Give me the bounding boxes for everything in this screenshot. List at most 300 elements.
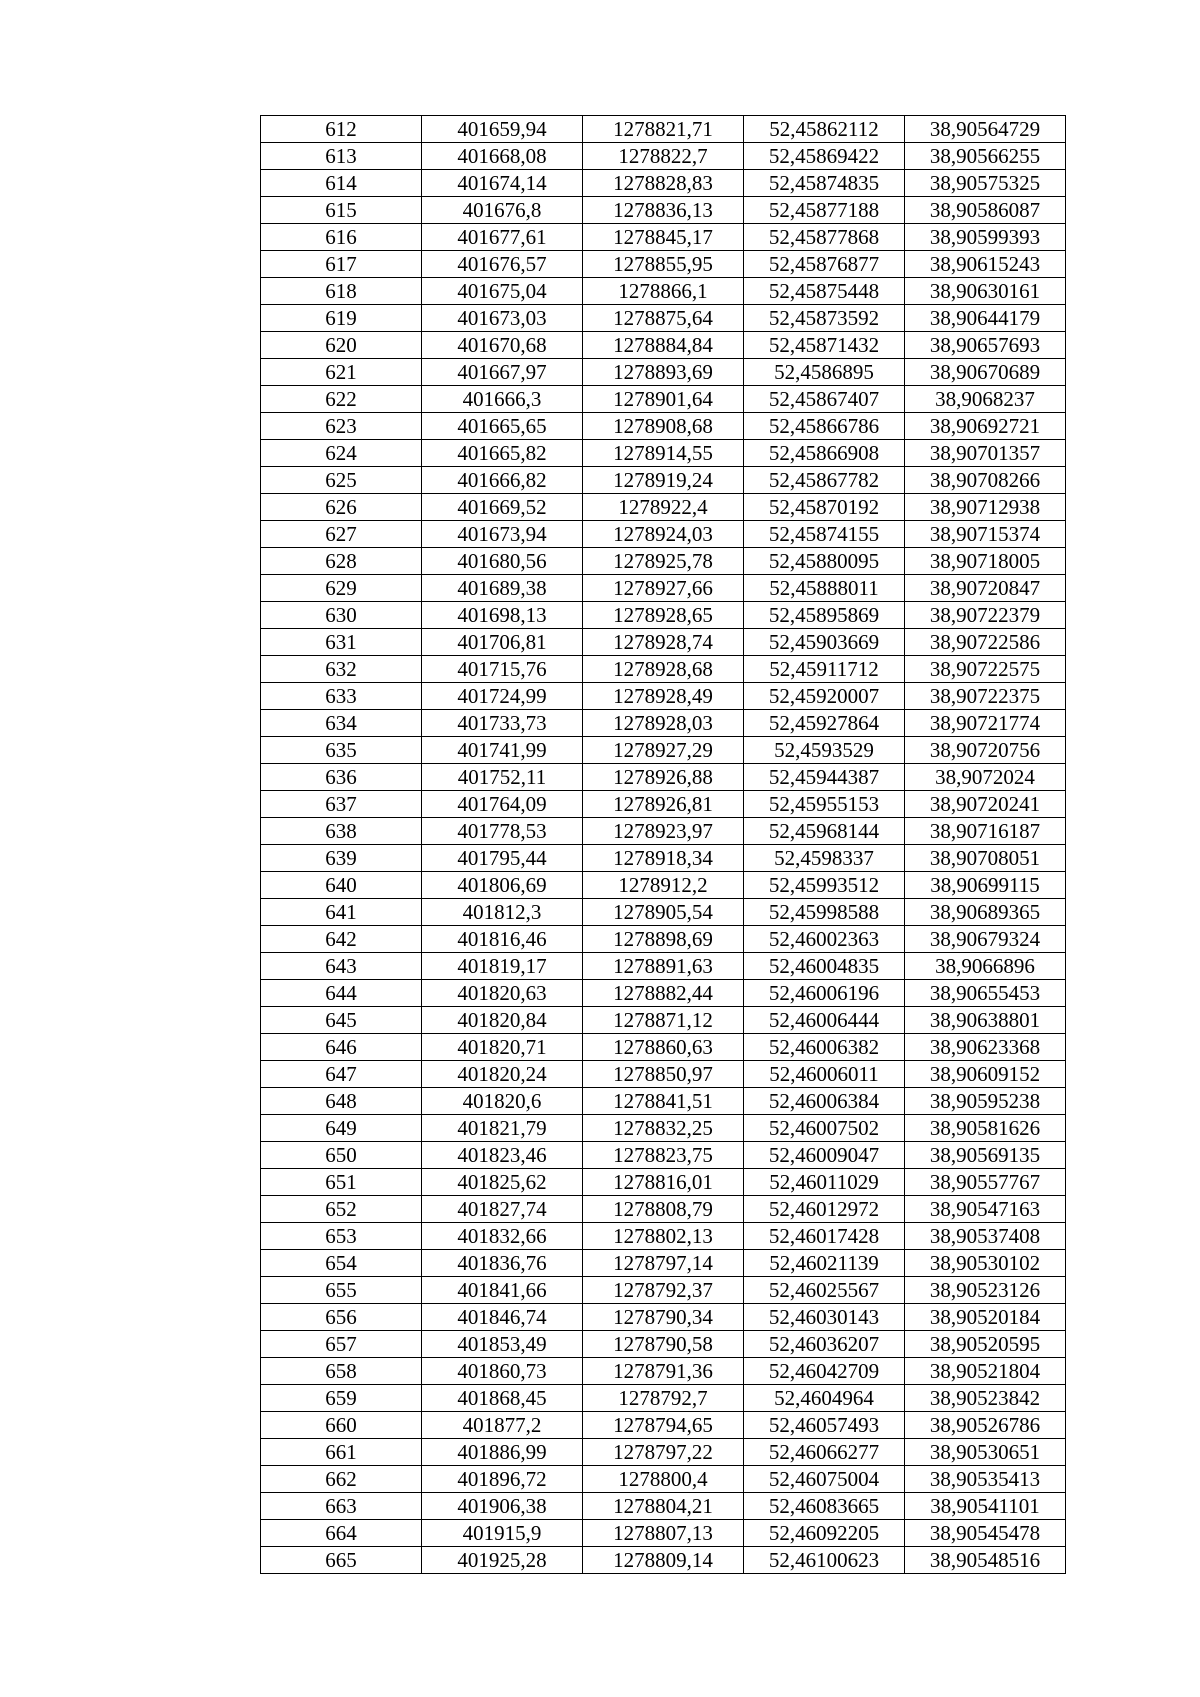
- y-coordinate-cell: 1278790,34: [583, 1304, 744, 1331]
- x-coordinate-cell: 401667,97: [422, 359, 583, 386]
- longitude-cell: 38,90722379: [905, 602, 1066, 629]
- table-row: [261, 1007, 1066, 1034]
- table-row: [261, 494, 1066, 521]
- point-number-cell: 649: [261, 1115, 422, 1142]
- y-coordinate-cell: 1278802,13: [583, 1223, 744, 1250]
- table-row: [261, 1466, 1066, 1493]
- longitude-cell: 38,90609152: [905, 1061, 1066, 1088]
- table-row: [261, 224, 1066, 251]
- longitude-cell: 38,90692721: [905, 413, 1066, 440]
- x-coordinate-cell: 401689,38: [422, 575, 583, 602]
- table-row: [261, 1439, 1066, 1466]
- latitude-cell: 52,45877868: [744, 224, 905, 251]
- latitude-cell: 52,46021139: [744, 1250, 905, 1277]
- latitude-cell: 52,45920007: [744, 683, 905, 710]
- point-number-cell: 650: [261, 1142, 422, 1169]
- y-coordinate-cell: 1278891,63: [583, 953, 744, 980]
- table-row: [261, 1061, 1066, 1088]
- point-number-cell: 654: [261, 1250, 422, 1277]
- point-number-cell: 627: [261, 521, 422, 548]
- coordinates-table-body: [261, 116, 1066, 1574]
- table-row: [261, 1169, 1066, 1196]
- longitude-cell: 38,9068237: [905, 386, 1066, 413]
- longitude-cell: 38,90657693: [905, 332, 1066, 359]
- longitude-cell: 38,90708266: [905, 467, 1066, 494]
- x-coordinate-cell: 401896,72: [422, 1466, 583, 1493]
- table-row: [261, 1304, 1066, 1331]
- longitude-cell: 38,90545478: [905, 1520, 1066, 1547]
- x-coordinate-cell: 401825,62: [422, 1169, 583, 1196]
- x-coordinate-cell: 401820,63: [422, 980, 583, 1007]
- y-coordinate-cell: 1278924,03: [583, 521, 744, 548]
- point-number-cell: 655: [261, 1277, 422, 1304]
- x-coordinate-cell: 401668,08: [422, 143, 583, 170]
- y-coordinate-cell: 1278871,12: [583, 1007, 744, 1034]
- longitude-cell: 38,90699115: [905, 872, 1066, 899]
- latitude-cell: 52,46057493: [744, 1412, 905, 1439]
- point-number-cell: 625: [261, 467, 422, 494]
- y-coordinate-cell: 1278792,37: [583, 1277, 744, 1304]
- latitude-cell: 52,45875448: [744, 278, 905, 305]
- latitude-cell: 52,46036207: [744, 1331, 905, 1358]
- latitude-cell: 52,45955153: [744, 791, 905, 818]
- point-number-cell: 631: [261, 629, 422, 656]
- table-row: [261, 1277, 1066, 1304]
- longitude-cell: 38,90722575: [905, 656, 1066, 683]
- x-coordinate-cell: 401853,49: [422, 1331, 583, 1358]
- longitude-cell: 38,90566255: [905, 143, 1066, 170]
- longitude-cell: 38,90720756: [905, 737, 1066, 764]
- table-row: [261, 899, 1066, 926]
- table-row: [261, 872, 1066, 899]
- point-number-cell: 640: [261, 872, 422, 899]
- y-coordinate-cell: 1278882,44: [583, 980, 744, 1007]
- point-number-cell: 614: [261, 170, 422, 197]
- point-number-cell: 634: [261, 710, 422, 737]
- table-row: [261, 143, 1066, 170]
- x-coordinate-cell: 401820,24: [422, 1061, 583, 1088]
- latitude-cell: 52,45869422: [744, 143, 905, 170]
- point-number-cell: 636: [261, 764, 422, 791]
- y-coordinate-cell: 1278866,1: [583, 278, 744, 305]
- latitude-cell: 52,45867782: [744, 467, 905, 494]
- longitude-cell: 38,90564729: [905, 116, 1066, 143]
- longitude-cell: 38,90644179: [905, 305, 1066, 332]
- longitude-cell: 38,90722586: [905, 629, 1066, 656]
- point-number-cell: 646: [261, 1034, 422, 1061]
- longitude-cell: 38,90670689: [905, 359, 1066, 386]
- latitude-cell: 52,46012972: [744, 1196, 905, 1223]
- x-coordinate-cell: 401820,84: [422, 1007, 583, 1034]
- y-coordinate-cell: 1278821,71: [583, 116, 744, 143]
- point-number-cell: 642: [261, 926, 422, 953]
- point-number-cell: 622: [261, 386, 422, 413]
- x-coordinate-cell: 401677,61: [422, 224, 583, 251]
- y-coordinate-cell: 1278875,64: [583, 305, 744, 332]
- x-coordinate-cell: 401724,99: [422, 683, 583, 710]
- point-number-cell: 652: [261, 1196, 422, 1223]
- y-coordinate-cell: 1278926,88: [583, 764, 744, 791]
- x-coordinate-cell: 401860,73: [422, 1358, 583, 1385]
- x-coordinate-cell: 401666,82: [422, 467, 583, 494]
- longitude-cell: 38,90523126: [905, 1277, 1066, 1304]
- point-number-cell: 665: [261, 1547, 422, 1574]
- x-coordinate-cell: 401906,38: [422, 1493, 583, 1520]
- x-coordinate-cell: 401846,74: [422, 1304, 583, 1331]
- point-number-cell: 639: [261, 845, 422, 872]
- y-coordinate-cell: 1278928,74: [583, 629, 744, 656]
- y-coordinate-cell: 1278928,03: [583, 710, 744, 737]
- table-row: [261, 1493, 1066, 1520]
- longitude-cell: 38,90655453: [905, 980, 1066, 1007]
- longitude-cell: 38,9066896: [905, 953, 1066, 980]
- y-coordinate-cell: 1278845,17: [583, 224, 744, 251]
- point-number-cell: 637: [261, 791, 422, 818]
- longitude-cell: 38,90557767: [905, 1169, 1066, 1196]
- table-row: [261, 1196, 1066, 1223]
- x-coordinate-cell: 401915,9: [422, 1520, 583, 1547]
- x-coordinate-cell: 401676,57: [422, 251, 583, 278]
- point-number-cell: 657: [261, 1331, 422, 1358]
- longitude-cell: 38,90586087: [905, 197, 1066, 224]
- table-row: [261, 386, 1066, 413]
- y-coordinate-cell: 1278905,54: [583, 899, 744, 926]
- table-row: [261, 845, 1066, 872]
- longitude-cell: 38,90599393: [905, 224, 1066, 251]
- table-row: [261, 575, 1066, 602]
- x-coordinate-cell: 401698,13: [422, 602, 583, 629]
- latitude-cell: 52,46006384: [744, 1088, 905, 1115]
- point-number-cell: 615: [261, 197, 422, 224]
- x-coordinate-cell: 401823,46: [422, 1142, 583, 1169]
- point-number-cell: 644: [261, 980, 422, 1007]
- table-row: [261, 197, 1066, 224]
- longitude-cell: 38,90520595: [905, 1331, 1066, 1358]
- longitude-cell: 38,90595238: [905, 1088, 1066, 1115]
- point-number-cell: 635: [261, 737, 422, 764]
- table-row: [261, 926, 1066, 953]
- point-number-cell: 662: [261, 1466, 422, 1493]
- y-coordinate-cell: 1278923,97: [583, 818, 744, 845]
- y-coordinate-cell: 1278928,65: [583, 602, 744, 629]
- y-coordinate-cell: 1278790,58: [583, 1331, 744, 1358]
- point-number-cell: 629: [261, 575, 422, 602]
- latitude-cell: 52,45866786: [744, 413, 905, 440]
- latitude-cell: 52,46066277: [744, 1439, 905, 1466]
- point-number-cell: 643: [261, 953, 422, 980]
- longitude-cell: 38,90541101: [905, 1493, 1066, 1520]
- point-number-cell: 619: [261, 305, 422, 332]
- latitude-cell: 52,45895869: [744, 602, 905, 629]
- point-number-cell: 664: [261, 1520, 422, 1547]
- x-coordinate-cell: 401820,71: [422, 1034, 583, 1061]
- point-number-cell: 623: [261, 413, 422, 440]
- longitude-cell: 38,90718005: [905, 548, 1066, 575]
- table-row: [261, 980, 1066, 1007]
- y-coordinate-cell: 1278832,25: [583, 1115, 744, 1142]
- point-number-cell: 658: [261, 1358, 422, 1385]
- longitude-cell: 38,90712938: [905, 494, 1066, 521]
- x-coordinate-cell: 401877,2: [422, 1412, 583, 1439]
- latitude-cell: 52,45998588: [744, 899, 905, 926]
- point-number-cell: 638: [261, 818, 422, 845]
- table-row: [261, 602, 1066, 629]
- longitude-cell: 38,90520184: [905, 1304, 1066, 1331]
- y-coordinate-cell: 1278927,29: [583, 737, 744, 764]
- latitude-cell: 52,4604964: [744, 1385, 905, 1412]
- longitude-cell: 38,90720847: [905, 575, 1066, 602]
- latitude-cell: 52,46100623: [744, 1547, 905, 1574]
- latitude-cell: 52,46017428: [744, 1223, 905, 1250]
- point-number-cell: 653: [261, 1223, 422, 1250]
- latitude-cell: 52,46002363: [744, 926, 905, 953]
- y-coordinate-cell: 1278797,14: [583, 1250, 744, 1277]
- latitude-cell: 52,4586895: [744, 359, 905, 386]
- table-row: [261, 467, 1066, 494]
- longitude-cell: 38,90701357: [905, 440, 1066, 467]
- x-coordinate-cell: 401673,94: [422, 521, 583, 548]
- y-coordinate-cell: 1278860,63: [583, 1034, 744, 1061]
- longitude-cell: 38,90623368: [905, 1034, 1066, 1061]
- longitude-cell: 38,90715374: [905, 521, 1066, 548]
- latitude-cell: 52,45911712: [744, 656, 905, 683]
- y-coordinate-cell: 1278809,14: [583, 1547, 744, 1574]
- x-coordinate-cell: 401832,66: [422, 1223, 583, 1250]
- x-coordinate-cell: 401812,3: [422, 899, 583, 926]
- y-coordinate-cell: 1278926,81: [583, 791, 744, 818]
- y-coordinate-cell: 1278792,7: [583, 1385, 744, 1412]
- table-row: [261, 791, 1066, 818]
- table-row: [261, 1250, 1066, 1277]
- y-coordinate-cell: 1278841,51: [583, 1088, 744, 1115]
- y-coordinate-cell: 1278836,13: [583, 197, 744, 224]
- x-coordinate-cell: 401665,82: [422, 440, 583, 467]
- x-coordinate-cell: 401806,69: [422, 872, 583, 899]
- y-coordinate-cell: 1278807,13: [583, 1520, 744, 1547]
- point-number-cell: 621: [261, 359, 422, 386]
- point-number-cell: 630: [261, 602, 422, 629]
- table-row: [261, 332, 1066, 359]
- table-row: [261, 764, 1066, 791]
- x-coordinate-cell: 401659,94: [422, 116, 583, 143]
- point-number-cell: 616: [261, 224, 422, 251]
- longitude-cell: 38,90535413: [905, 1466, 1066, 1493]
- longitude-cell: 38,90547163: [905, 1196, 1066, 1223]
- longitude-cell: 38,90530651: [905, 1439, 1066, 1466]
- latitude-cell: 52,46004835: [744, 953, 905, 980]
- table-row: [261, 305, 1066, 332]
- latitude-cell: 52,46006011: [744, 1061, 905, 1088]
- x-coordinate-cell: 401680,56: [422, 548, 583, 575]
- table-row: [261, 1358, 1066, 1385]
- table-row: [261, 1385, 1066, 1412]
- x-coordinate-cell: 401741,99: [422, 737, 583, 764]
- table-row: [261, 818, 1066, 845]
- x-coordinate-cell: 401819,17: [422, 953, 583, 980]
- longitude-cell: 38,90720241: [905, 791, 1066, 818]
- point-number-cell: 633: [261, 683, 422, 710]
- y-coordinate-cell: 1278816,01: [583, 1169, 744, 1196]
- point-number-cell: 613: [261, 143, 422, 170]
- table-row: [261, 1115, 1066, 1142]
- x-coordinate-cell: 401925,28: [422, 1547, 583, 1574]
- latitude-cell: 52,46009047: [744, 1142, 905, 1169]
- y-coordinate-cell: 1278914,55: [583, 440, 744, 467]
- latitude-cell: 52,45873592: [744, 305, 905, 332]
- table-row: [261, 710, 1066, 737]
- y-coordinate-cell: 1278822,7: [583, 143, 744, 170]
- latitude-cell: 52,4593529: [744, 737, 905, 764]
- point-number-cell: 617: [261, 251, 422, 278]
- longitude-cell: 38,90689365: [905, 899, 1066, 926]
- longitude-cell: 38,90615243: [905, 251, 1066, 278]
- y-coordinate-cell: 1278919,24: [583, 467, 744, 494]
- x-coordinate-cell: 401816,46: [422, 926, 583, 953]
- table-row: [261, 278, 1066, 305]
- y-coordinate-cell: 1278804,21: [583, 1493, 744, 1520]
- point-number-cell: 659: [261, 1385, 422, 1412]
- table-row: [261, 953, 1066, 980]
- latitude-cell: 52,45874155: [744, 521, 905, 548]
- latitude-cell: 52,46006444: [744, 1007, 905, 1034]
- x-coordinate-cell: 401778,53: [422, 818, 583, 845]
- table-row: [261, 1223, 1066, 1250]
- latitude-cell: 52,46006382: [744, 1034, 905, 1061]
- latitude-cell: 52,45993512: [744, 872, 905, 899]
- longitude-cell: 38,90526786: [905, 1412, 1066, 1439]
- table-row: [261, 116, 1066, 143]
- longitude-cell: 38,90716187: [905, 818, 1066, 845]
- x-coordinate-cell: 401752,11: [422, 764, 583, 791]
- table-row: [261, 440, 1066, 467]
- longitude-cell: 38,90630161: [905, 278, 1066, 305]
- y-coordinate-cell: 1278901,64: [583, 386, 744, 413]
- point-number-cell: 612: [261, 116, 422, 143]
- x-coordinate-cell: 401868,45: [422, 1385, 583, 1412]
- latitude-cell: 52,46025567: [744, 1277, 905, 1304]
- table-row: [261, 1331, 1066, 1358]
- table-row: [261, 683, 1066, 710]
- point-number-cell: 645: [261, 1007, 422, 1034]
- x-coordinate-cell: 401715,76: [422, 656, 583, 683]
- table-row: [261, 1520, 1066, 1547]
- y-coordinate-cell: 1278828,83: [583, 170, 744, 197]
- longitude-cell: 38,90537408: [905, 1223, 1066, 1250]
- latitude-cell: 52,45968144: [744, 818, 905, 845]
- table-row: [261, 656, 1066, 683]
- y-coordinate-cell: 1278800,4: [583, 1466, 744, 1493]
- x-coordinate-cell: 401733,73: [422, 710, 583, 737]
- point-number-cell: 624: [261, 440, 422, 467]
- x-coordinate-cell: 401674,14: [422, 170, 583, 197]
- longitude-cell: 38,90575325: [905, 170, 1066, 197]
- latitude-cell: 52,45862112: [744, 116, 905, 143]
- table-row: [261, 170, 1066, 197]
- x-coordinate-cell: 401821,79: [422, 1115, 583, 1142]
- longitude-cell: 38,9072024: [905, 764, 1066, 791]
- y-coordinate-cell: 1278893,69: [583, 359, 744, 386]
- point-number-cell: 626: [261, 494, 422, 521]
- latitude-cell: 52,46083665: [744, 1493, 905, 1520]
- x-coordinate-cell: 401665,65: [422, 413, 583, 440]
- x-coordinate-cell: 401673,03: [422, 305, 583, 332]
- x-coordinate-cell: 401820,6: [422, 1088, 583, 1115]
- x-coordinate-cell: 401886,99: [422, 1439, 583, 1466]
- point-number-cell: 656: [261, 1304, 422, 1331]
- latitude-cell: 52,45876877: [744, 251, 905, 278]
- longitude-cell: 38,90530102: [905, 1250, 1066, 1277]
- x-coordinate-cell: 401706,81: [422, 629, 583, 656]
- latitude-cell: 52,46007502: [744, 1115, 905, 1142]
- table-row: [261, 1088, 1066, 1115]
- table-row: [261, 1142, 1066, 1169]
- latitude-cell: 52,45867407: [744, 386, 905, 413]
- point-number-cell: 618: [261, 278, 422, 305]
- point-number-cell: 632: [261, 656, 422, 683]
- y-coordinate-cell: 1278797,22: [583, 1439, 744, 1466]
- point-number-cell: 651: [261, 1169, 422, 1196]
- latitude-cell: 52,45877188: [744, 197, 905, 224]
- x-coordinate-cell: 401841,66: [422, 1277, 583, 1304]
- longitude-cell: 38,90581626: [905, 1115, 1066, 1142]
- point-number-cell: 647: [261, 1061, 422, 1088]
- x-coordinate-cell: 401669,52: [422, 494, 583, 521]
- table-row: [261, 251, 1066, 278]
- longitude-cell: 38,90722375: [905, 683, 1066, 710]
- y-coordinate-cell: 1278925,78: [583, 548, 744, 575]
- y-coordinate-cell: 1278808,79: [583, 1196, 744, 1223]
- y-coordinate-cell: 1278791,36: [583, 1358, 744, 1385]
- table-row: [261, 737, 1066, 764]
- x-coordinate-cell: 401666,3: [422, 386, 583, 413]
- table-row: [261, 1412, 1066, 1439]
- latitude-cell: 52,46075004: [744, 1466, 905, 1493]
- x-coordinate-cell: 401670,68: [422, 332, 583, 359]
- y-coordinate-cell: 1278928,68: [583, 656, 744, 683]
- x-coordinate-cell: 401675,04: [422, 278, 583, 305]
- x-coordinate-cell: 401676,8: [422, 197, 583, 224]
- y-coordinate-cell: 1278912,2: [583, 872, 744, 899]
- y-coordinate-cell: 1278927,66: [583, 575, 744, 602]
- longitude-cell: 38,90679324: [905, 926, 1066, 953]
- point-number-cell: 660: [261, 1412, 422, 1439]
- y-coordinate-cell: 1278823,75: [583, 1142, 744, 1169]
- y-coordinate-cell: 1278855,95: [583, 251, 744, 278]
- y-coordinate-cell: 1278908,68: [583, 413, 744, 440]
- y-coordinate-cell: 1278918,34: [583, 845, 744, 872]
- latitude-cell: 52,4598337: [744, 845, 905, 872]
- latitude-cell: 52,45888011: [744, 575, 905, 602]
- table-row: [261, 521, 1066, 548]
- latitude-cell: 52,46092205: [744, 1520, 905, 1547]
- table-row: [261, 359, 1066, 386]
- x-coordinate-cell: 401827,74: [422, 1196, 583, 1223]
- latitude-cell: 52,46006196: [744, 980, 905, 1007]
- latitude-cell: 52,46042709: [744, 1358, 905, 1385]
- x-coordinate-cell: 401764,09: [422, 791, 583, 818]
- x-coordinate-cell: 401836,76: [422, 1250, 583, 1277]
- longitude-cell: 38,90548516: [905, 1547, 1066, 1574]
- longitude-cell: 38,90721774: [905, 710, 1066, 737]
- y-coordinate-cell: 1278928,49: [583, 683, 744, 710]
- latitude-cell: 52,45944387: [744, 764, 905, 791]
- table-row: [261, 1034, 1066, 1061]
- x-coordinate-cell: 401795,44: [422, 845, 583, 872]
- point-number-cell: 648: [261, 1088, 422, 1115]
- point-number-cell: 641: [261, 899, 422, 926]
- y-coordinate-cell: 1278922,4: [583, 494, 744, 521]
- table-row: [261, 413, 1066, 440]
